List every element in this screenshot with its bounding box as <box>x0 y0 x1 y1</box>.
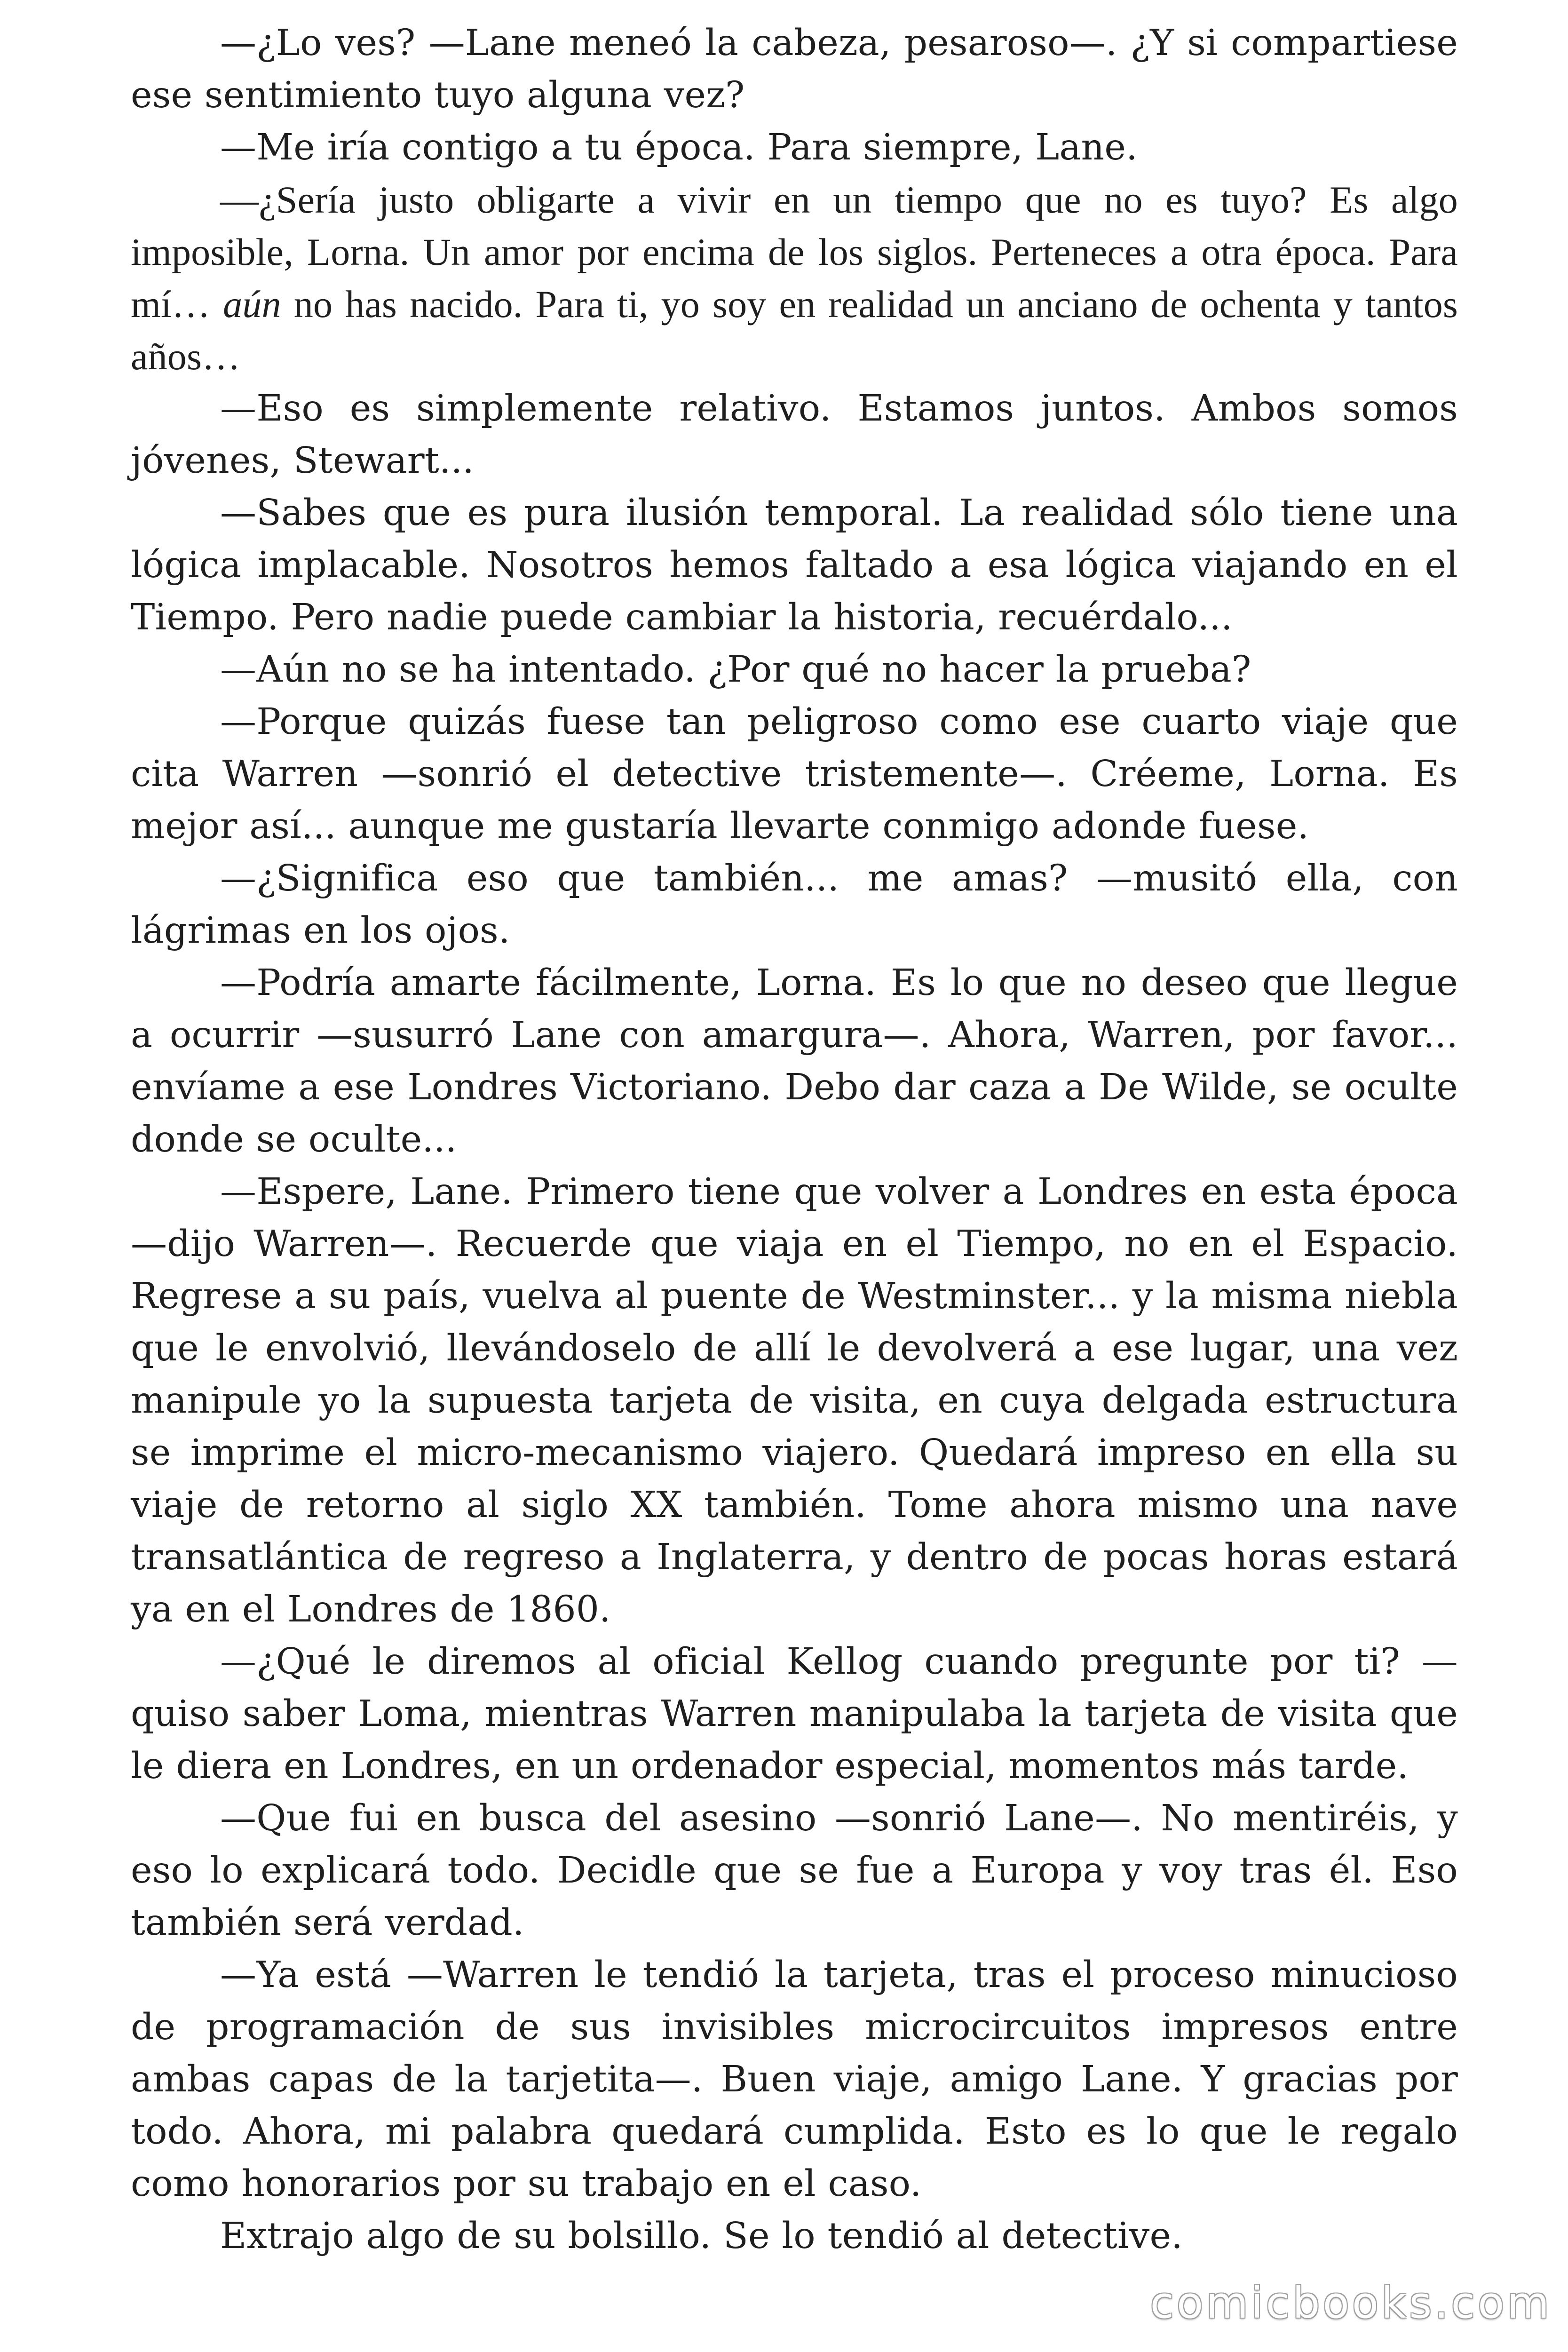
paragraph-text: no has nacido. Para ti, yo soy en realidad un anciano de ochenta y tantos años… <box>131 283 1458 378</box>
paragraph: —Eso es simplemente relativo. Estamos juntos. Ambos somos jóvenes, Stewart... <box>131 388 1458 482</box>
paragraph: —Podría amarte fácilmente, Lorna. Es lo que no deseo que llegue a ocurrir —susurró Lane con amargura—. Ahora, Warren, por favor... envíame a ese Londres Victoriano. Debo dar caza a De Wilde, se oculte donde se oculte... <box>131 962 1458 1160</box>
paragraph: —Me iría contigo a tu época. Para siempre, Lane. <box>220 127 1138 168</box>
paragraph: Extrajo algo de su bolsillo. Se lo tendió al detective. <box>220 2215 1183 2257</box>
paragraph: —Sabes que es pura ilusión temporal. La realidad sólo tiene una lógica implacable. Nosotros hemos faltado a esa lógica viajando en el Tiempo. Pero nadie puede cambiar la historia, recuérdalo... <box>131 492 1458 638</box>
paragraph: —¿Qué le diremos al oficial Kellog cuando pregunte por ti? —quiso saber Loma, mientras Warren manipulaba la tarjeta de visita que le diera en Londres, en un ordenador especial, momentos más tarde. <box>131 1641 1458 1787</box>
paragraph: —Ya está —Warren le tendió la tarjeta, tras el proceso minucioso de programación de sus invisibles microcircuitos impresos entre ambas capas de la tarjetita—. Buen viaje, amigo Lane. Y gracias por todo. Ahora, mi palabra quedará cumplida. Esto es lo que le regalo como honorarios por su trabajo en el caso. <box>131 1954 1458 2205</box>
paragraph: —¿Lo ves? —Lane meneó la cabeza, pesaroso—. ¿Y si compartiese ese sentimiento tuyo alguna vez? <box>131 22 1458 116</box>
paragraph: —Porque quizás fuese tan peligroso como ese cuarto viaje que cita Warren —sonrió el detective tristemente—. Créeme, Lorna. Es mejor así... aunque me gustaría llevarte conmigo adonde fuese. <box>131 701 1458 847</box>
paragraph: —¿Significa eso que también... me amas? —musitó ella, con lágrimas en los ojos. <box>131 858 1458 952</box>
paragraph: —Aún no se ha intentado. ¿Por qué no hacer la prueba? <box>220 649 1251 691</box>
paragraph: —Que fui en busca del asesino —sonrió Lane—. No mentiréis, y eso lo explicará todo. Decidle que se fue a Europa y voy tras él. Eso también será verdad. <box>131 1797 1458 1944</box>
paragraph: —Espere, Lane. Primero tiene que volver a Londres en esta época —dijo Warren—. Recuerde que viaja en el Tiempo, no en el Espacio. Regrese a su país, vuelva al puente de Westminster... y la misma niebla que le envolvió, llevándoselo de allí le devolverá a ese lugar, una vez manipule yo la supuesta tarjeta de visita, en cuya delgada estructura se imprime el micro-mecanismo viajero. Quedará impreso en ella su viaje de retorno al siglo XX también. Tome ahora mismo una nave transatlántica de regreso a Inglaterra, y dentro de pocas horas estará ya en el Londres de 1860. <box>131 1171 1458 1630</box>
paragraph <box>131 174 1458 382</box>
book-page <box>131 17 1458 2262</box>
paragraph-text: —¿Sería justo obligarte a vivir en un tiempo que no es tuyo? Es algo imposible, Lorna. Un amor por encima de los siglos. Perteneces a otra época. Para mí… <box>131 178 1458 326</box>
watermark: comicbooks.com <box>1150 2278 1552 2328</box>
italic-word: aún <box>223 283 281 326</box>
